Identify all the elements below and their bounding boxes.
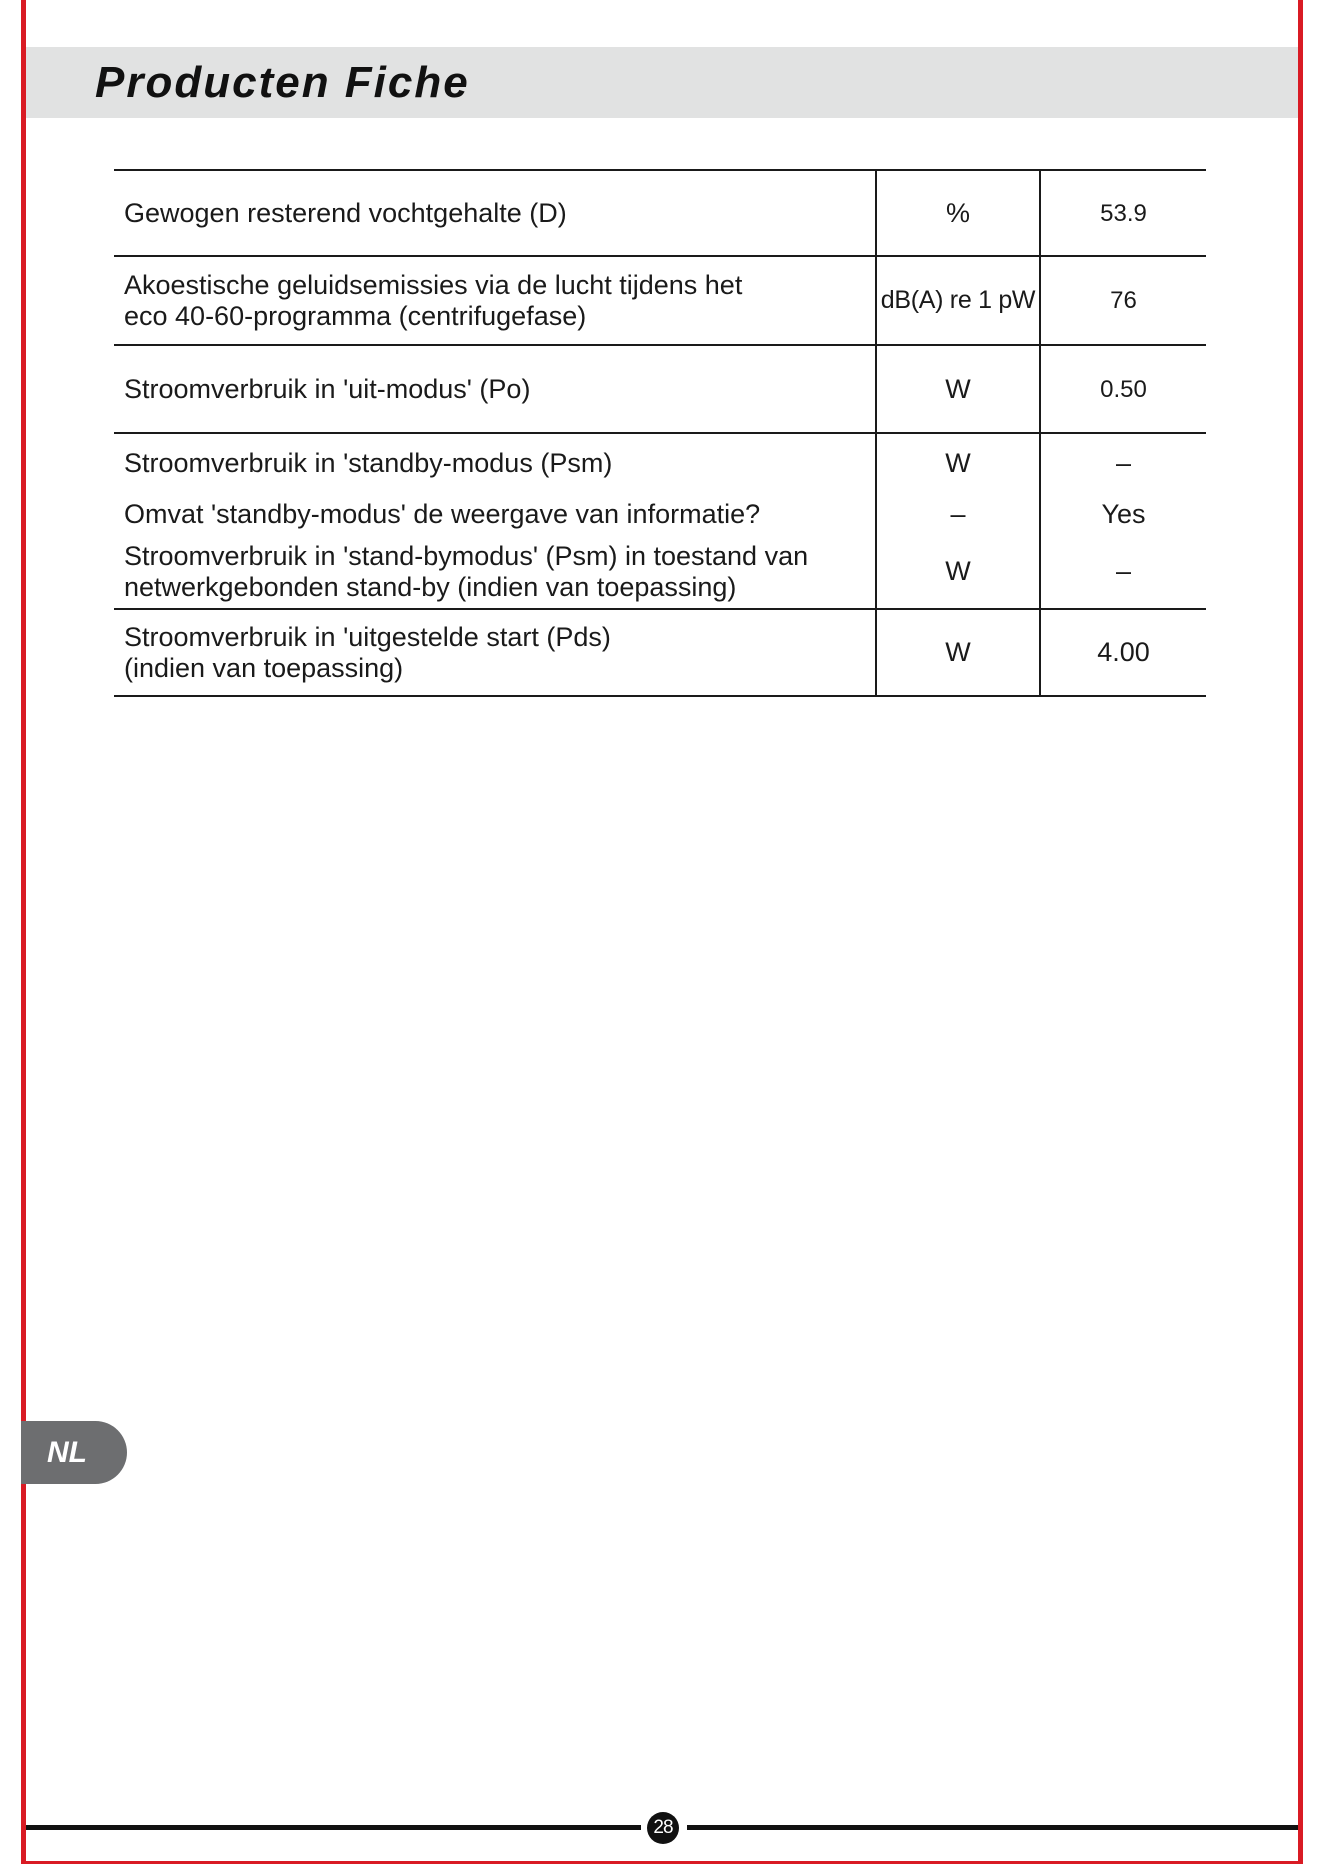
table-row: [114, 609, 1206, 696]
row-value: 76: [1040, 256, 1206, 345]
row-label: [114, 535, 876, 609]
table-row: [114, 170, 1206, 256]
row-label-line: eco 40-60-programma (centrifugefase): [124, 300, 587, 331]
row-unit: %: [876, 170, 1040, 256]
product-fiche-table: [114, 169, 1206, 697]
table-row: [114, 493, 1206, 535]
row-value: –: [1040, 433, 1206, 493]
row-label-line: Gewogen resterend vochtgehalte (D): [124, 197, 567, 228]
table-row: [114, 535, 1206, 609]
row-unit: dB(A) re 1 pW: [876, 256, 1040, 345]
row-label-line: Stroomverbruik in 'stand-bymodus' (Psm) in toestand van: [124, 540, 809, 571]
row-label: [114, 345, 876, 433]
row-label: [114, 256, 876, 345]
table-row: [114, 433, 1206, 493]
row-label-line: Omvat 'standby-modus' de weergave van informatie?: [124, 498, 761, 529]
row-label-line: (indien van toepassing): [124, 652, 404, 683]
row-label: [114, 170, 876, 256]
row-label-line: Akoestische geluidsemissies via de lucht tijdens het: [124, 269, 743, 300]
row-unit: W: [876, 535, 1040, 609]
table-row: [114, 345, 1206, 433]
row-label-line: Stroomverbruik in 'uitgestelde start (Pds): [124, 621, 611, 652]
footer-rule: [687, 1825, 1298, 1830]
row-label: [114, 433, 876, 493]
row-unit: W: [876, 609, 1040, 696]
row-label-line: Stroomverbruik in 'uit-modus' (Po): [124, 373, 531, 404]
footer-rule: [26, 1825, 641, 1830]
row-value: 53.9: [1040, 170, 1206, 256]
row-label-line: netwerkgebonden stand-by (indien van toepassing): [124, 571, 737, 602]
row-unit: W: [876, 345, 1040, 433]
page-title: Producten Fiche: [95, 58, 470, 107]
row-value: 0.50: [1040, 345, 1206, 433]
row-label: [114, 609, 876, 696]
row-label: [114, 493, 876, 535]
row-value: 4.00: [1040, 609, 1206, 696]
row-value: Yes: [1101, 498, 1146, 529]
row-label-line: Stroomverbruik in 'standby-modus (Psm): [124, 448, 613, 478]
table-row: [114, 256, 1206, 345]
row-value: –: [1115, 556, 1132, 586]
page-number: 28: [647, 1812, 679, 1844]
row-unit: W: [876, 433, 1040, 493]
language-tab: NL: [21, 1421, 127, 1484]
row-unit: –: [876, 493, 1040, 535]
